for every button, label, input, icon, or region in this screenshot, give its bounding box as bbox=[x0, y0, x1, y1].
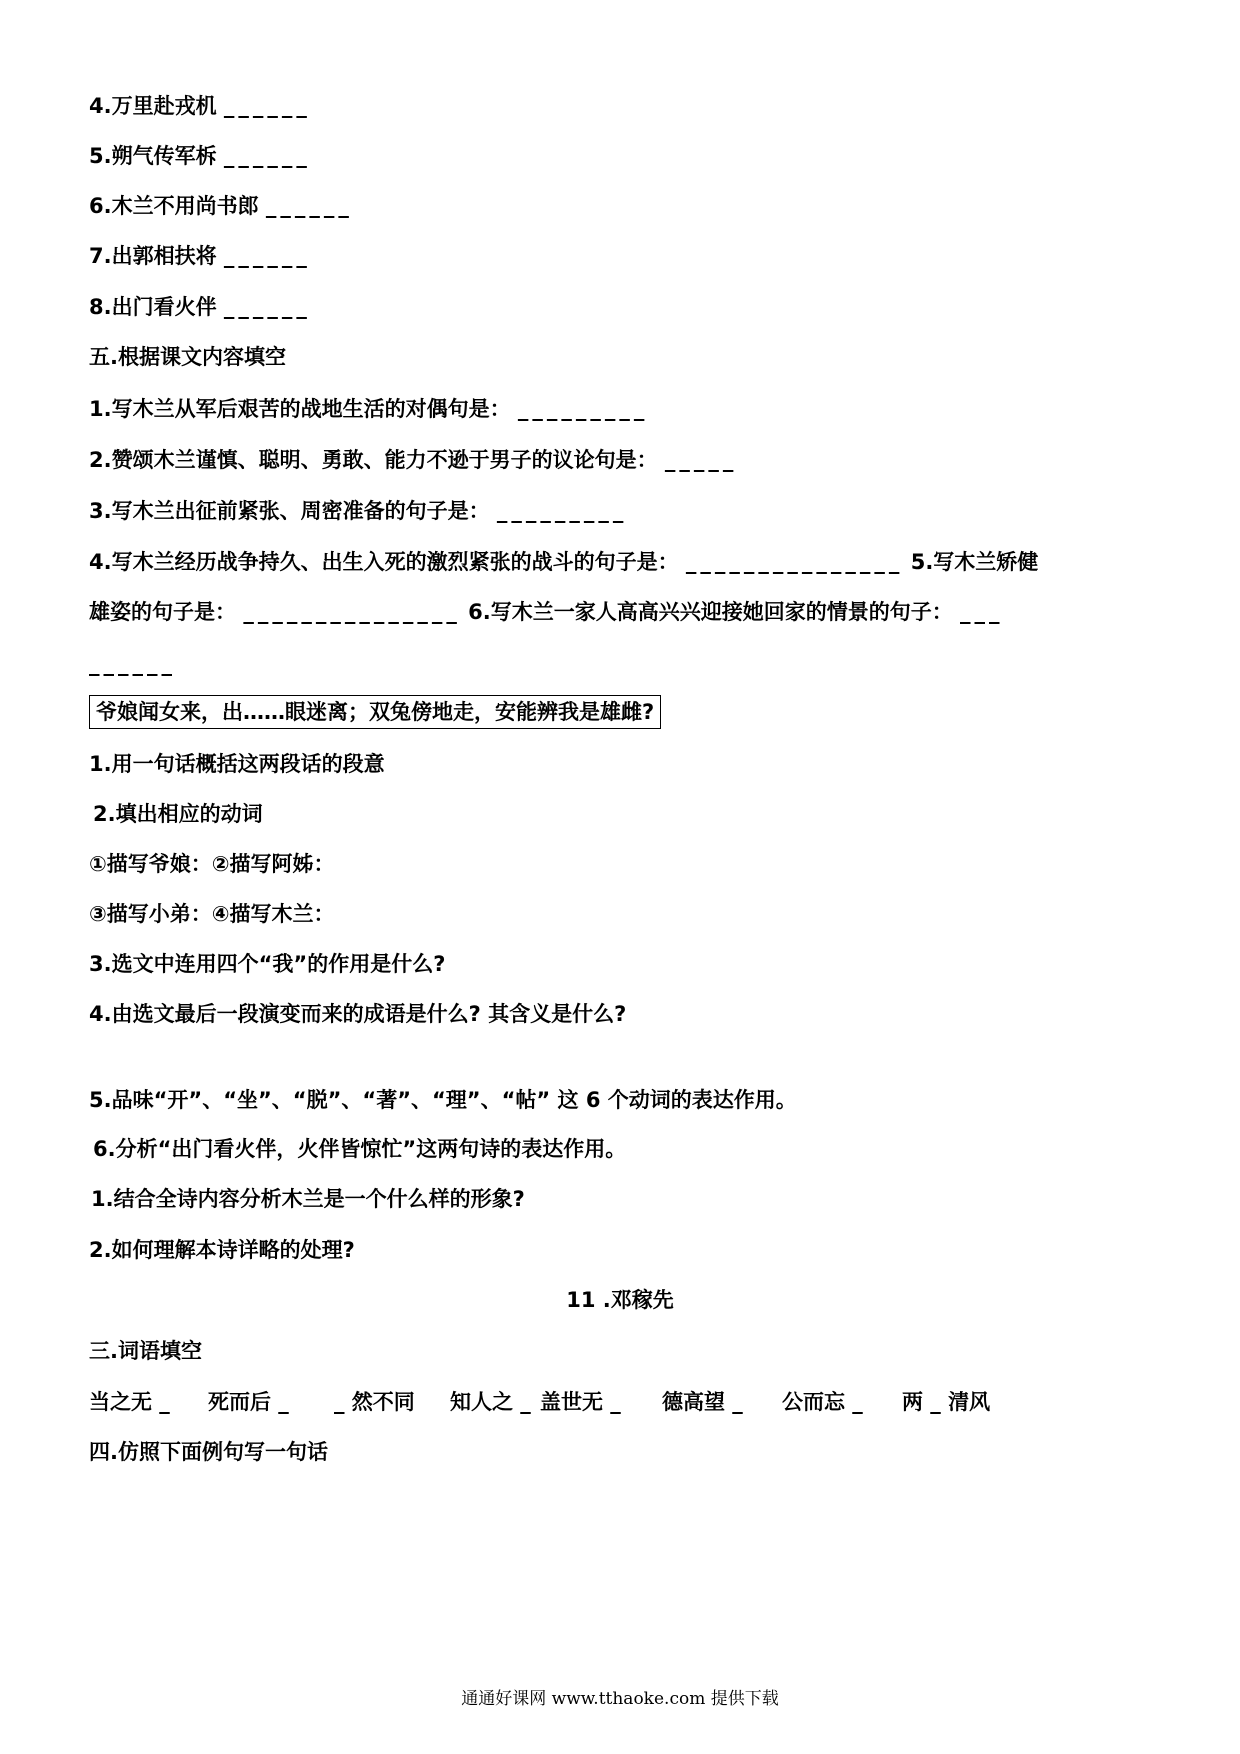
fill-question: 3.写木兰出征前紧张、周密准备的句子是： _________ bbox=[89, 499, 628, 523]
translation-item: 8.出门看火伴 ______ bbox=[89, 295, 311, 319]
answer-blank[interactable]: ______ bbox=[223, 144, 311, 168]
reading-question: ①描写爷娘：②描写阿姊： bbox=[89, 852, 335, 876]
reading-question: 4.由选文最后一段演变而来的成语是什么? 其含义是什么? bbox=[89, 1002, 627, 1026]
answer-blank[interactable]: ______ bbox=[89, 652, 176, 676]
reading-question: 6.分析“出门看火伴，火伴皆惊忙”这两句诗的表达作用。 bbox=[93, 1137, 627, 1161]
fill-question: 雄姿的句子是： _______________ 6.写木兰一家人高高兴兴迎接她回家的情景的句子： ___ bbox=[89, 600, 1004, 624]
translation-item: 6.木兰不用尚书郎 ______ bbox=[89, 194, 353, 218]
reading-question: 1.用一句话概括这两段话的段意 bbox=[89, 752, 385, 776]
section-heading: 四.仿照下面例句写一句话 bbox=[89, 1440, 328, 1464]
word-blank-item[interactable]: 盖世无 _ bbox=[540, 1390, 621, 1414]
answer-blank[interactable]: ___ bbox=[960, 600, 1004, 624]
reading-question: 5.品味“开”、“坐”、“脱”、“著”、“理”、“帖” 这 6 个动词的表达作用。 bbox=[89, 1088, 797, 1112]
fill-question-continuation bbox=[89, 650, 176, 678]
answer-blank[interactable]: _______________ bbox=[243, 600, 461, 624]
answer-blank[interactable]: ______ bbox=[223, 94, 311, 118]
translation-item: 7.出郭相扶将 ______ bbox=[89, 244, 311, 268]
answer-blank[interactable]: _____ bbox=[664, 448, 738, 472]
section-heading: 五.根据课文内容填空 bbox=[89, 345, 286, 369]
passage-box-wrap bbox=[89, 695, 661, 729]
word-blank-item[interactable]: 德高望 _ bbox=[662, 1390, 743, 1414]
reading-question: 2.填出相应的动词 bbox=[93, 802, 263, 826]
word-blank-item[interactable]: 两 _ 清风 bbox=[902, 1390, 991, 1414]
word-blank-item[interactable]: 当之无 _ bbox=[89, 1390, 170, 1414]
answer-blank[interactable]: ______ bbox=[265, 194, 353, 218]
word-blank-item[interactable]: _ 然不同 bbox=[334, 1390, 415, 1414]
fill-question: 1.写木兰从军后艰苦的战地生活的对偶句是： _________ bbox=[89, 397, 649, 421]
lesson-title: 11 .邓稼先 bbox=[566, 1288, 674, 1312]
answer-blank[interactable]: _______________ bbox=[685, 550, 904, 574]
word-blank-item[interactable]: 死而后 _ bbox=[208, 1390, 289, 1414]
passage-box: 爷娘闻女来，出……眼迷离；双兔傍地走，安能辨我是雄雌? bbox=[89, 695, 661, 729]
fill-question: 2.赞颂木兰谨慎、聪明、勇敢、能力不逊于男子的议论句是： _____ bbox=[89, 448, 738, 472]
answer-blank[interactable]: _________ bbox=[517, 397, 649, 421]
fill-question: 4.写木兰经历战争持久、出生入死的激烈紧张的战斗的句子是： _______________ 5.写木兰矫健 bbox=[89, 550, 1039, 574]
reading-question: 2.如何理解本诗详略的处理? bbox=[89, 1238, 355, 1262]
section-heading: 三.词语填空 bbox=[89, 1339, 202, 1363]
page-footer: 通通好课网 www.tthaoke.com 提供下载 bbox=[461, 1689, 779, 1709]
answer-blank[interactable]: ______ bbox=[223, 244, 311, 268]
answer-blank[interactable]: _________ bbox=[496, 499, 628, 523]
answer-blank[interactable]: ______ bbox=[223, 295, 311, 319]
translation-item: 5.朔气传军柝 ______ bbox=[89, 144, 311, 168]
reading-question: 3.选文中连用四个“我”的作用是什么? bbox=[89, 952, 446, 976]
reading-question: ③描写小弟：④描写木兰： bbox=[89, 902, 335, 926]
word-blank-item[interactable]: 知人之 _ bbox=[450, 1390, 531, 1414]
reading-question: 1.结合全诗内容分析木兰是一个什么样的形象? bbox=[91, 1187, 525, 1211]
translation-item: 4.万里赴戎机 ______ bbox=[89, 94, 311, 118]
word-blank-item[interactable]: 公而忘 _ bbox=[782, 1390, 863, 1414]
